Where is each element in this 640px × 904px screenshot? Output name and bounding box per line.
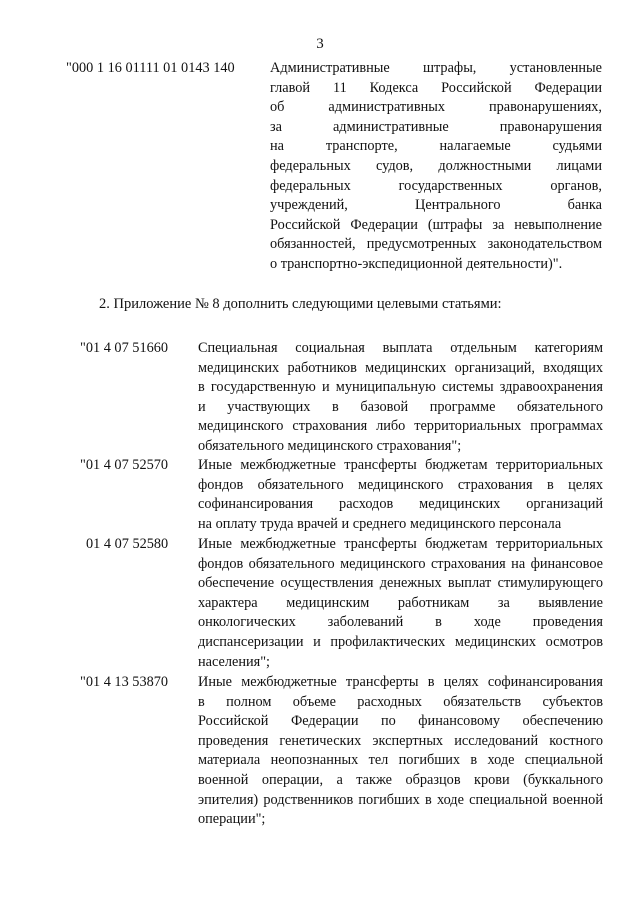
description-line: учреждений, Центрального банка	[270, 197, 602, 214]
description-line: диспансеризации и профилактических медицинских осмотров	[198, 633, 603, 650]
description-line: о транспортно-экспедиционной деятельности)".	[270, 255, 563, 272]
description-line: обязанностей, предусмотренных законодательством	[270, 236, 602, 253]
description-line: и участвующих в базовой программе обязательного	[198, 398, 603, 415]
description-line: населения";	[198, 653, 271, 670]
description-line: Иные межбюджетные трансферты бюджетам территориальных	[198, 457, 603, 473]
target-article-description	[198, 535, 603, 672]
description-line: главой 11 Кодекса Российской Федерации	[270, 79, 602, 96]
description-line: операции";	[198, 811, 266, 828]
description-line: характера медицинским работникам за выявление	[198, 594, 603, 611]
description-line: Административные штрафы, установленные	[270, 60, 602, 76]
description-line: обязательного медицинского страхования";	[198, 437, 462, 454]
description-line: федеральных судов, должностными лицами	[270, 157, 602, 174]
description-line: эпителия) родственников погибших в ходе специальной военной	[198, 791, 603, 808]
target-article-code: 01 4 07 52580	[86, 536, 169, 552]
target-article-description	[198, 673, 603, 830]
description-line: софинансирования расходов медицинских организаций	[198, 496, 603, 513]
description-line: военной операции, а также образцов крови (буккального	[198, 771, 603, 788]
description-line: онкологических заболеваний в ходе проведения	[198, 614, 603, 631]
target-article-description	[198, 339, 603, 457]
description-line: Иные межбюджетные трансферты в целях софинансирования	[198, 674, 603, 690]
description-line: на оплату труда врачей и среднего медицинского персонала	[198, 515, 562, 532]
description-line: федеральных государственных органов,	[270, 177, 602, 194]
description-line: обеспечение осуществления денежных выплат стимулирующего	[198, 575, 603, 592]
target-article-description	[198, 456, 603, 534]
description-line: Российской Федерации (штрафы за невыполнение	[270, 216, 602, 233]
target-article-code: "01 4 07 51660	[80, 340, 169, 356]
budget-code-description	[270, 59, 602, 275]
target-article-code: "01 4 07 52570	[80, 457, 169, 473]
target-article-code: "01 4 13 53870	[80, 674, 169, 690]
description-line: Российской Федерации по финансовому обеспечению	[198, 713, 603, 730]
description-line: медицинского страхования либо территориальных программах	[198, 418, 603, 435]
description-line: в полном объеме расходных обязательств субъектов	[198, 693, 603, 710]
page-number: 3	[316, 36, 324, 52]
description-line: Специальная социальная выплата отдельным категориям	[198, 340, 603, 356]
section-heading: 2. Приложение № 8 дополнить следующими целевыми статьями:	[99, 296, 502, 312]
description-line: проведения генетических экспертных исследований костного	[198, 732, 603, 749]
description-line: материала неопознанных тел погибших в ходе специальной	[198, 752, 603, 769]
budget-code: "000 1 16 01111 01 0143 140	[66, 60, 235, 76]
description-line: фондов обязательного медицинского страхования на финансовое	[198, 555, 603, 572]
description-line: медицинских работников медицинских организаций, входящих	[198, 359, 603, 376]
description-line: об административных правонарушениях,	[270, 99, 602, 116]
description-line: Иные межбюджетные трансферты бюджетам территориальных	[198, 536, 603, 552]
description-line: в государственную и муниципальную системы здравоохранения	[198, 379, 603, 396]
description-line: за административные правонарушения	[270, 118, 602, 135]
description-line: фондов обязательного медицинского страхования в целях	[198, 476, 603, 493]
description-line: на транспорте, налагаемые судьями	[270, 138, 602, 155]
